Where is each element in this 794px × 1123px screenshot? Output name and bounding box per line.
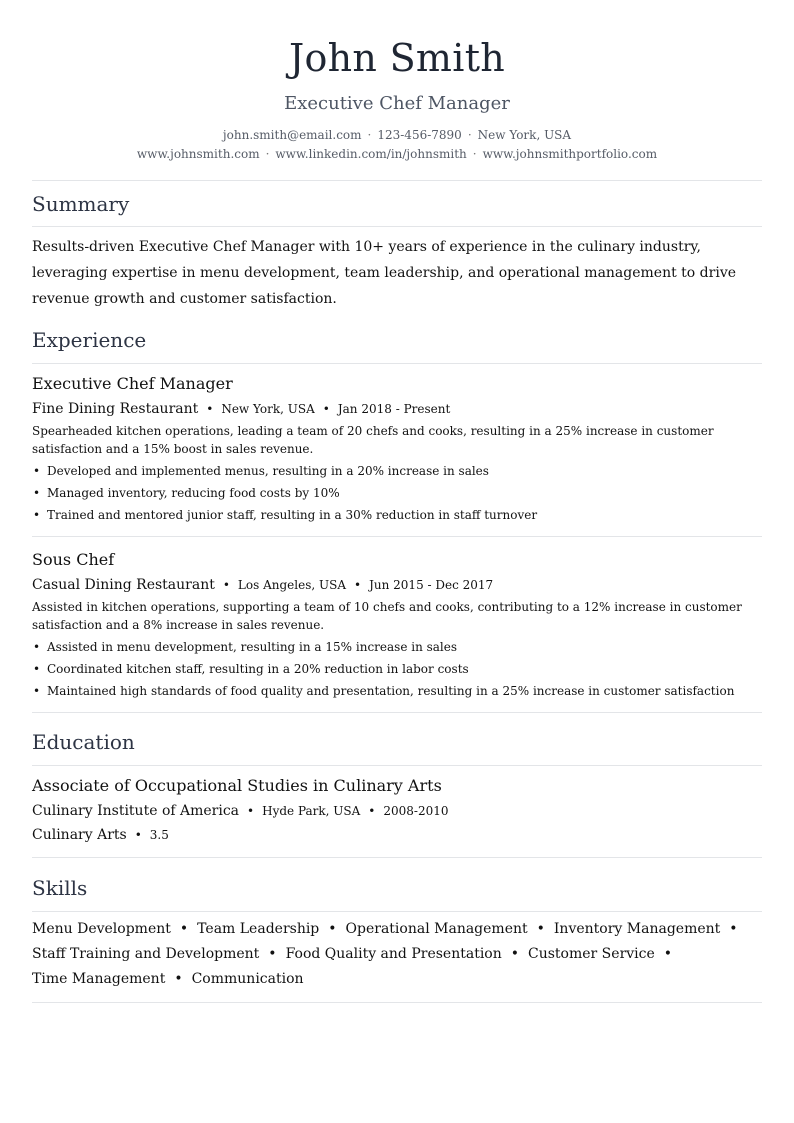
job-description: Spearheaded kitchen operations, leading a team of 20 chefs and cooks, resulting in a 25% increase in customer satisfaction and a 15% boost in sales revenue. [32,424,714,456]
education-years: 2008-2010 [383,804,449,818]
job-bullets [32,636,762,702]
job-dates: Jan 2018 - Present [337,402,451,416]
divider [32,765,762,766]
job-meta [32,399,762,419]
job-title: Executive Chef Manager [32,374,233,393]
contact-phone[interactable]: 123-456-7890 [377,128,462,142]
skill-item: Inventory Management [553,921,721,937]
candidate-title: Executive Chef Manager [284,93,510,114]
list-item: • Maintained high standards of food quality and presentation, resulting in a 25% increase in customer satisfaction [32,680,762,702]
degree-title: Associate of Occupational Studies in Culinary Arts [32,776,442,795]
contact-line-2 [32,145,762,164]
skills-row [32,967,762,992]
list-item: • Managed inventory, reducing food costs by 10% [32,482,762,504]
summary-text: Results-driven Executive Chef Manager with 10+ years of experience in the culinary industry, leveraging expertise in menu development, team leadership, and operational management to drive revenue growth and customer satisfaction. [32,239,737,307]
skill-item: Team Leadership [197,921,320,937]
divider [32,226,762,227]
divider [32,536,762,537]
education-heading: Education [32,730,135,754]
separator-dot: • [268,946,277,962]
skill-item: Operational Management [345,921,528,937]
list-item: • Coordinated kitchen staff, resulting in a 20% reduction in labor costs [32,658,762,680]
contact-email[interactable]: john.smith@email.com [222,128,362,142]
job-entry [32,549,762,702]
school-location: Hyde Park, USA [262,804,361,818]
divider [32,180,762,181]
divider [32,1002,762,1003]
skills-list [32,917,762,992]
resume-page [32,0,762,1003]
experience-heading: Experience [32,328,147,352]
separator-dot: • [510,946,520,962]
job-title: Sous Chef [32,550,115,569]
education-meta [32,801,762,821]
skills-row [32,917,762,942]
contact-location: New York, USA [477,128,572,142]
skill-item: Time Management [32,971,166,987]
skill-item: Menu Development [32,921,171,937]
job-dates: Jun 2015 - Dec 2017 [369,578,494,592]
candidate-name: John Smith [288,36,506,80]
separator-dot: · [265,147,270,161]
separator-dot: • [174,971,183,987]
summary-heading: Summary [32,192,130,216]
job-description: Assisted in kitchen operations, supporting a team of 10 chefs and cooks, contributing to a 12% increase in customer satisfaction and a 8% increase in sales revenue. [32,600,742,632]
education-entry [32,775,762,845]
job-company: Fine Dining Restaurant [32,401,199,417]
divider [32,363,762,364]
separator-dot: • [328,921,337,937]
separator-dot: • [206,402,214,416]
skills-heading: Skills [32,876,88,900]
separator-dot: • [247,804,255,818]
skill-item: Food Quality and Presentation [285,946,502,962]
job-meta [32,575,762,595]
contact-linkedin[interactable]: www.linkedin.com/in/johnsmith [275,147,467,161]
field-of-study: Culinary Arts [32,827,127,843]
contact-website[interactable]: www.johnsmith.com [136,147,260,161]
skills-row [32,942,762,967]
separator-dot: • [322,402,330,416]
separator-dot: • [536,921,545,937]
education-field-line [32,825,762,845]
separator-dot: • [368,804,376,818]
divider [32,857,762,858]
job-company: Casual Dining Restaurant [32,577,215,593]
divider [32,712,762,713]
divider [32,911,762,912]
job-bullets [32,460,762,526]
job-location: New York, USA [221,402,315,416]
separator-dot: • [663,946,673,962]
job-location: Los Angeles, USA [237,578,346,592]
separator-dot: • [179,921,189,937]
separator-dot: · [472,147,477,161]
skill-item: Communication [191,971,304,987]
gpa-value: 3.5 [149,828,169,842]
separator-dot: • [354,578,362,592]
separator-dot: • [134,828,142,842]
list-item: • Assisted in menu development, resulting in a 15% increase in sales [32,636,762,658]
resume-header [32,36,762,164]
school-name: Culinary Institute of America [32,803,240,819]
contact-portfolio[interactable]: www.johnsmithportfolio.com [482,147,658,161]
skill-item: Staff Training and Development [32,946,260,962]
separator-dot: · [367,128,372,142]
separator-dot: · [467,128,472,142]
separator-dot: • [729,921,738,937]
contact-line-1 [32,126,762,145]
separator-dot: • [222,578,230,592]
list-item: • Trained and mentored junior staff, resulting in a 30% reduction in staff turnover [32,504,762,526]
list-item: • Developed and implemented menus, resulting in a 20% increase in sales [32,460,762,482]
job-entry [32,373,762,526]
skill-item: Customer Service [528,946,655,962]
